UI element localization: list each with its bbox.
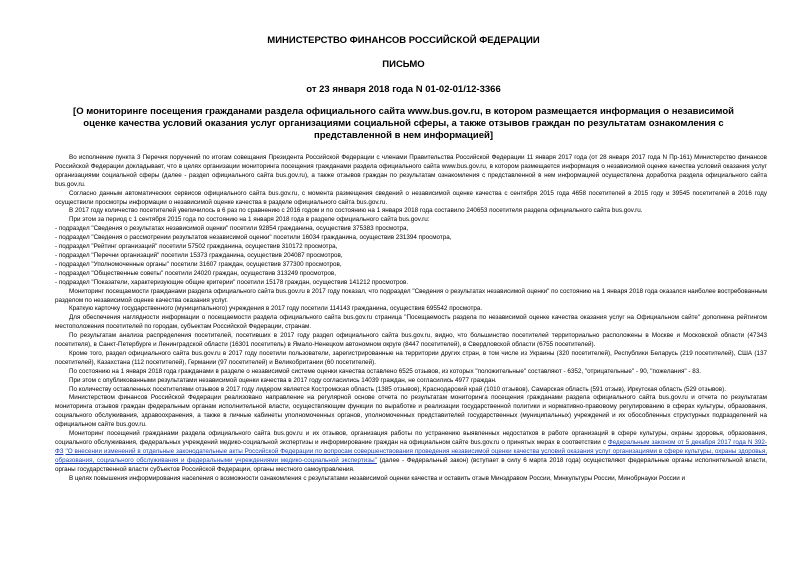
paragraph: По количеству оставленных посетителями отзывов в 2017 году лидером является Костромская область (1385 отзывов), Краснодарский край (1010 отзывов), Самарская область (591 отзыв), Иркутская область (529 отзывов).	[69, 385, 726, 393]
paragraph: Во исполнение пункта 3 Перечня поручений по итогам совещания Президента Российской Федерации с членами Правительства Российской Федерации 11 января 2017 года (от 28 января 2017 года N Пр-161) Министерство финансов Российской Федерации докладывает, что в целях организации мониторинга посещения гражданами раздела официального сайта www.bus.gov.ru, в котором размещается информация о независимой оценке качества условий оказания услуг организациями социальной сферы (далее - раздел официального сайта bus.gov.ru), а также отзывов граждан по результатам ознакомления с представленной в нем информацией осуществлена доработка раздела официального сайта bus.gov.ru.	[55, 154, 767, 188]
paragraph: В целях повышения информирования населения о возможности ознакомления с результатами независимой оценки качества и оставить отзыв Минздравом России, Минкультуры России, Минобрнауки России и	[69, 474, 686, 482]
document-type: ПИСЬМО	[382, 59, 425, 70]
paragraph: Для обеспечения наглядности информации о посещаемости раздела официального сайта bus.gov.ru страница "Посещаемость раздела по независимой оценке качества оказания услуг на Официальном сайте" дополнена рейтингом местоположения посетителей по городам, субъектам Российской Федерации, странам.	[55, 314, 767, 331]
list-item: - подраздел "Показатели, характеризующие общие критерии" посетили 15178 граждан, осуществив 141212 просмотров.	[55, 278, 409, 286]
federal-law-link[interactable]: Федеральным законом от 5 декабря 2017 года N 392-ФЗ	[55, 439, 768, 455]
list-item: - подраздел "Сведения о результатах независимой оценки" посетили 92854 гражданина, осуществив 375383 просмотра,	[55, 225, 409, 233]
list-item: - подраздел "Уполномоченные органы" посетили 31607 граждан, осуществив 377300 просмотров,	[55, 260, 342, 268]
paragraph: Министерством финансов Российской Федерации реализовано направление на регулярной основе отчета по результатам мониторинга посещения гражданами раздела официального сайта bus.gov.ru и отчета по результатам мониторинга отзывов граждан федеральным органам исполнительной власти, осуществляющим функции по выработке и реализации государственной политики и нормативно-правовому регулированию в сферах культуры, образования, социального обслуживания, здравоохранения, а также в личные кабинеты уполномоченных органов, уполномоченных представителей государственных (муниципальных) учреждений и их обособленных структурных подразделений на официальном сайте bus.gov.ru.	[55, 394, 767, 429]
paragraph-text: Мониторинг посещений гражданами раздела официального сайта bus.gov.ru и их отзывов, организация работы по устранению выявленных недостатков в работе организаций в сфере культуры, охраны здоровья, образования, социального обслуживания, федеральных учреждений медико-социальной экспертизы и информирование граждан на официальном сайте bus.gov.ru о принятых мерах в соответствии с	[55, 430, 767, 446]
federal-law-title-link[interactable]: "О внесении изменений в отдельные законодательные акты Российской Федерации по вопросам совершенствования проведения независимой оценки качества условий оказания услуг организациями в сфере культуры, охраны здоровья, образования, социального обслуживания и федеральными учреждениями медико-социальной экспертизы"	[55, 447, 767, 464]
paragraph: Мониторинг посещаемости гражданами раздела официального сайта bus.gov.ru в 2017 году показал, что подраздел "Сведения о результатах независимой оценки" по состоянию на 1 января 2018 года оказался наиболее востребованным разделом по независимой оценке качества оказания услуг.	[55, 287, 767, 304]
list-item: - подраздел "Перечни организаций" посетили 15373 гражданина, осуществив 204087 просмотров,	[55, 251, 343, 259]
document-subject: [О мониторинге посещения гражданами раздела официального сайта www.bus.gov.ru, в котором размещается информация о независимой оценке качества условий оказания услуг организациями социальной сферы, а также отзывов граждан по результатам ознакомления с представленной в нем информацией]	[73, 106, 734, 141]
paragraph: Согласно данным автоматических сервисов официального сайта bus.gov.ru, с момента размещения сведений о независимой оценке качества с сентября 2015 года 4658 посетителей в 2015 году и 39545 посетителей в 2016 году осуществили просмотры информации о независимой оценке качества в разделе официального сайта bus.gov.ru.	[55, 189, 767, 206]
document-body	[55, 154, 767, 484]
paragraph: Краткую карточку государственного (муниципального) учреждения в 2017 году посетили 114143 гражданина, осуществив 695542 просмотра.	[69, 305, 483, 313]
paragraph: При этом с опубликованными результатами независимой оценки качества в 2017 году согласились 14039 граждан, не согласились 4977 граждан.	[69, 376, 497, 384]
paragraph: При этом за период с 1 сентября 2015 года по состоянию на 1 января 2018 года в разделе официального сайта bus.gov.ru:	[69, 216, 430, 224]
paragraph: По состоянию на 1 января 2018 года гражданами в разделе о независимой системе оценки качества оставлено 6525 отзывов, из которых "положительные" составляют - 6352, "отрицательные" - 90, "пожелания" - 83.	[69, 367, 701, 375]
document-date-number: от 23 января 2018 года N 01-02-01/12-3366	[306, 84, 501, 95]
paragraph: Кроме того, раздел официального сайта bus.gov.ru в 2017 году посетили пользователи, зарегистрированные на территории других стран, в том числе из Украины (320 посетителей), Республики Беларусь (219 посетителей), США (137 посетителей), Казахстана (112 посетителей), Германии (97 посетителей) и Великобритании (60 посетителей).	[55, 349, 767, 366]
list-item: - подраздел "Рейтинг организаций" посетили 57502 гражданина, осуществив 310172 просмотра,	[55, 243, 338, 251]
paragraph-text: (далее - Федеральный закон) (вступает в силу 6 марта 2018 года) осуществляют федеральные органы исполнительной власти, органы государственной власти субъектов Российской Федерации, органы местного самоуправления.	[55, 456, 768, 473]
paragraph: По результатам анализа распределения посетителей, посетивших в 2017 году раздел официального сайта bus.gov.ru, видно, что большинство посетителей территориально расположены в Москве и Московской области (47343 посетителя), в Санкт-Петербурге и Ленинградской области (16301 посетитель) в Ямало-Ненецком автономном округе (8447 посетителей), в Свердловской области (6755 посетителей).	[55, 332, 767, 349]
paragraph: В 2017 году количество посетителей увеличилось в 6 раз по сравнению с 2016 годом и по состоянию на 1 января 2018 года составило 240653 посетителя раздела официального сайта bus.gov.ru.	[69, 207, 643, 215]
list-item: - подраздел "Общественные советы" посетили 24020 граждан, осуществив 313249 просмотров,	[55, 269, 336, 277]
ministry-title: МИНИСТЕРСТВО ФИНАНСОВ РОССИЙСКОЙ ФЕДЕРАЦИИ	[267, 35, 540, 46]
paragraph	[55, 430, 767, 475]
list-item: - подраздел "Сведения о рассмотрении результатов независимой оценки" посетили 16034 гражданина, осуществив 231394 просмотра,	[55, 234, 452, 242]
